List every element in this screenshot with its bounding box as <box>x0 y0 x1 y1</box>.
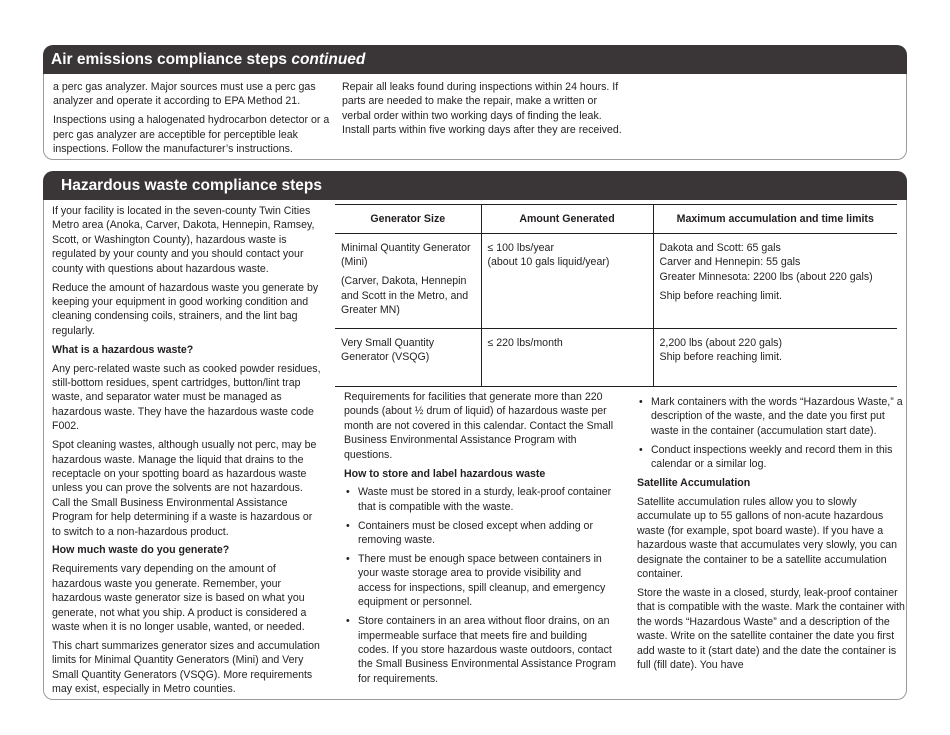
mini-limit-line-4: Ship before reaching limit. <box>659 289 782 302</box>
haz-section-title: Hazardous waste compliance steps <box>61 177 323 194</box>
air-left-column <box>53 80 331 161</box>
haz-middle-column <box>344 390 616 691</box>
air-right-column <box>342 80 624 142</box>
table-cell-amount <box>481 329 653 387</box>
table-cell-size <box>335 329 481 387</box>
list-item: • There must be enough space between containers in your waste storage area to provide visibility and access for inspections, spill cleanup, and emergency equipment or personnel. <box>344 552 616 610</box>
haz-middle-paragraph-1: Requirements for facilities that generate more than 220 pounds (about ½ drum of liquid) of hazardous waste per month are not covered in this calendar. Contact the Small Business Environmental Assistance Program with questions. <box>344 391 614 461</box>
table-cell-amount <box>481 234 653 329</box>
haz-left-paragraph-4: Spot cleaning wastes, although usually not perc, may be hazardous waste. Manage the liquid that drains to the receptacle on your spotting board as hazardous waste unless you can prove the solvents are not hazardous. Call the Small Business Environmental Assistance Program for help determining if a waste is hazardous or to switch to a non-hazardous product. <box>52 439 317 538</box>
table-cell-limit <box>653 329 897 387</box>
table-row <box>335 329 897 387</box>
labeling-rules-list <box>637 395 905 472</box>
list-item: • Conduct inspections weekly and record them in this calendar or a similar log. <box>637 443 905 472</box>
haz-left-paragraph-1: If your facility is located in the seven-county Twin Cities Metro area (Anoka, Carver, Dakota, Hennepin, Ramsey, Scott, or Washington County), hazardous waste is regulated by your county and you should contact your county with questions about hazardous waste. <box>52 205 315 275</box>
table-header-generator-size: Generator Size <box>335 205 481 234</box>
air-section-title-italic: continued <box>291 51 366 68</box>
haz-right-paragraph-2: Store the waste in a closed, sturdy, leak-proof container that is compatible with the waste. Mark the container with the words “Hazardous Waste” and a description of the waste. Write on the satellite container the date you first add waste to it (start date) and the date the container is full (fill date). You have <box>637 586 905 671</box>
haz-left-column <box>52 204 324 701</box>
store-and-label-heading: How to store and label hazardous waste <box>344 467 546 480</box>
vsqg-generator-label: Very Small Quantity Generator (VSQG) <box>341 337 435 364</box>
mini-generator-label: Minimal Quantity Generator (Mini) <box>341 242 471 269</box>
vsqg-limit-line-2: Ship before reaching limit. <box>659 351 782 364</box>
list-item: • Waste must be stored in a sturdy, leak-proof container that is compatible with the waste. <box>344 485 616 514</box>
list-item: • Containers must be closed except when adding or removing waste. <box>344 519 616 548</box>
table-header-max-accumulation: Maximum accumulation and time limits <box>653 205 897 234</box>
haz-right-paragraph-1: Satellite accumulation rules allow you to slowly accumulate up to 55 gallons of non-acute hazardous waste (for example, spot board waste). If you have a hazardous waste that accumulates very slowly, you can designate the container to be a satellite accumulation container. <box>637 495 898 580</box>
table-cell-limit <box>653 234 897 329</box>
how-much-waste-heading: How much waste do you generate? <box>52 544 230 557</box>
satellite-accumulation-heading: Satellite Accumulation <box>637 477 751 490</box>
mini-amount-line-2: (about 10 gals liquid/year) <box>487 256 610 269</box>
air-left-paragraph-1: a perc gas analyzer. Major sources must use a perc gas analyzer and operate it according to EPA Method 21. <box>53 81 316 108</box>
haz-section-header <box>43 171 907 200</box>
table-header-row <box>335 205 897 234</box>
mini-generator-note: (Carver, Dakota, Hennepin and Scott in the Metro, and Greater MN) <box>341 275 469 317</box>
haz-right-column <box>637 395 905 677</box>
mini-amount-line-1: ≤ 100 lbs/year <box>487 242 554 254</box>
storage-rules-list <box>344 485 616 686</box>
haz-left-paragraph-5: Requirements vary depending on the amount of hazardous waste you generate. Remember, your hazardous waste generator size is based on what you generate, not what you ship. A product is considered a waste when it is no longer usable, wanted, or needed. <box>52 563 307 633</box>
table-cell-size <box>335 234 481 329</box>
table-row <box>335 234 897 329</box>
list-item: • Store containers in an area without floor drains, on an impermeable surface that meets fire and building codes. If you store hazardous waste outdoors, contact the Small Business Environmental Assistance Program for requirements. <box>344 614 616 686</box>
table-header-amount-generated: Amount Generated <box>481 205 653 234</box>
mini-limit-line-3: Greater Minnesota: 2200 lbs (about 220 gals) <box>659 270 873 283</box>
generator-size-table <box>335 204 897 387</box>
air-section-header <box>43 45 907 74</box>
haz-left-paragraph-6: This chart summarizes generator sizes and accumulation limits for Minimal Quantity Generators (Mini) and Very Small Quantity Generators (VSQG). More requirements may exist, especially in Metro counties. <box>52 639 320 696</box>
air-section-title: Air emissions compliance steps continued <box>51 51 366 68</box>
list-item: • Mark containers with the words “Hazardous Waste,” a description of the waste, and the date you first put waste in the container (accumulation start date). <box>637 395 905 438</box>
haz-left-paragraph-3: Any perc-related waste such as cooked powder residues, still-bottom residues, spent cartridges, button/lint trap waste, and separator water must be managed as hazardous waste. They have the hazardous waste code F002. <box>52 362 321 433</box>
air-left-paragraph-2: Inspections using a halogenated hydrocarbon detector or a perc gas analyzer are acceptible for perceptible leak inspections. Follow the manufacturer’s instructions. <box>53 114 330 156</box>
what-is-hazardous-waste-heading: What is a hazardous waste? <box>52 343 194 356</box>
vsqg-amount-line-1: ≤ 220 lbs/month <box>487 337 563 350</box>
haz-left-paragraph-2: Reduce the amount of hazardous waste you generate by keeping your equipment in good working condition and cleaning condensing coils, strainers, and the lint bag regularly. <box>52 281 319 337</box>
mini-limit-line-1: Dakota and Scott: 65 gals <box>659 242 781 254</box>
mini-limit-line-2: Carver and Hennepin: 55 gals <box>659 256 801 269</box>
air-right-paragraph: Repair all leaks found during inspections within 24 hours. If parts are needed to make the repair, make a written or verbal order within two working days of finding the leak. Install parts within five working days after they are received. <box>342 81 622 137</box>
vsqg-limit-line-1: 2,200 lbs (about 220 gals) <box>659 337 783 350</box>
